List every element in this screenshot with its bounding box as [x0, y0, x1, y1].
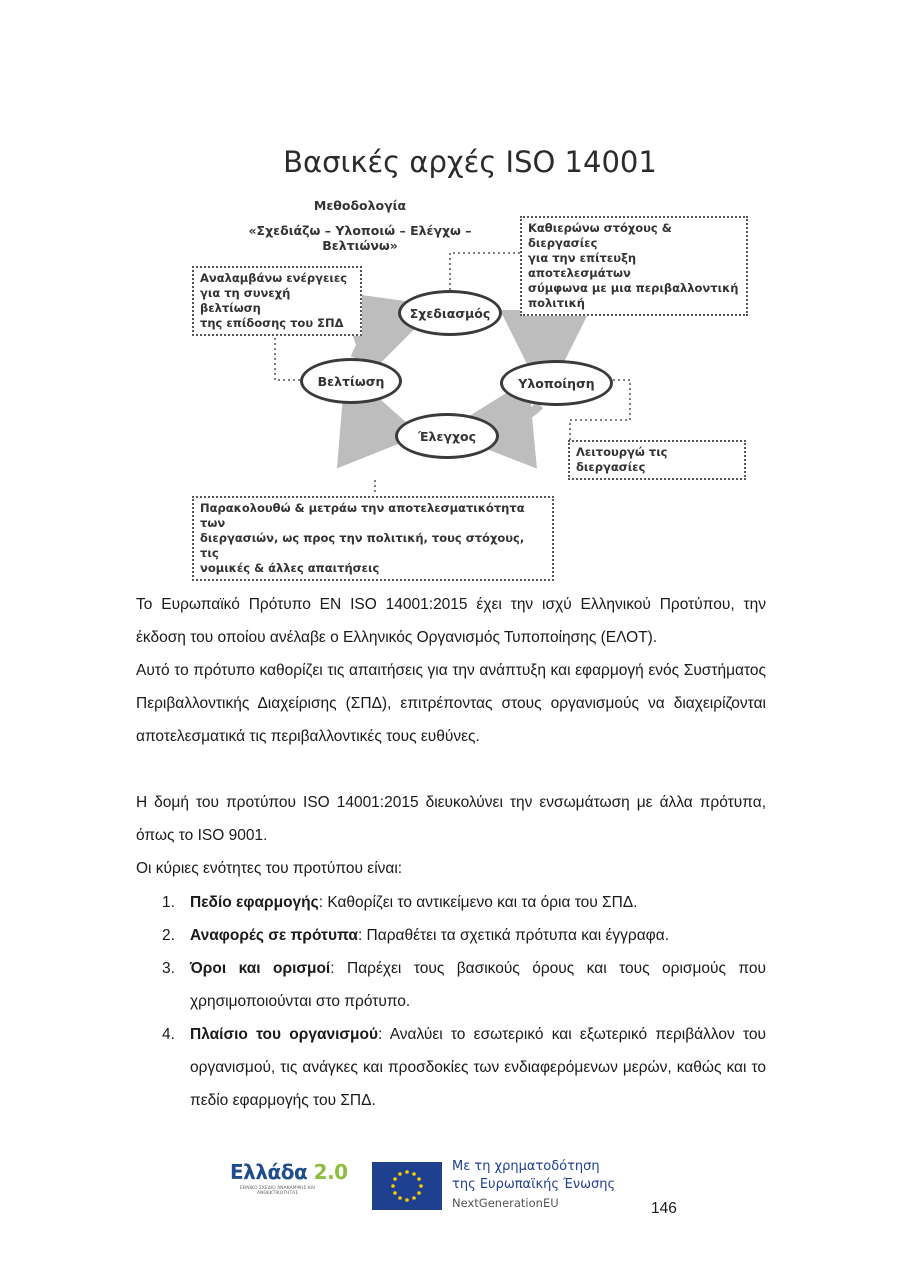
iso-14001-diagram [170, 140, 770, 575]
node-check: Έλεγχος [395, 413, 499, 459]
plan-description-box: Καθιερώνω στόχους & διεργασίες για την επίτευξη αποτελεσμάτων σύμφωνα με μια περιβαλλοντική πολιτική [520, 216, 748, 316]
methodology-label: Μεθοδολογία [313, 198, 407, 213]
list-item-term: Όροι και ορισμοί [190, 960, 331, 977]
paragraph-standard-requirements: Αυτό το πρότυπο καθορίζει τις απαιτήσεις για την ανάπτυξη και εφαρμογή ενός Συστήματος Περιβαλλοντικής Διαχείρισης (ΣΠΔ), επιτρέποντας στους οργανισμούς να διαχειρίζονται αποτελεσματικά τις περιβαλλοντικές τους ευθύνες. [136, 662, 766, 745]
list-item: 3. Όροι και ορισμοί: Παρέχει τους βασικούς όρους και τους ορισμούς που χρησιμοποιούνται στο πρότυπο. [162, 960, 766, 1010]
page-number: 146 [651, 1200, 677, 1217]
list-item: 2. Αναφορές σε πρότυπα: Παραθέτει τα σχετικά πρότυπα και έγγραφα. [162, 927, 670, 944]
paragraph-main-sections-intro: Οι κύριες ενότητες του προτύπου είναι: [136, 860, 403, 877]
node-plan: Σχεδιασμός [398, 290, 502, 336]
main-sections-list [136, 886, 766, 1117]
paragraph-structure: Η δομή του προτύπου ISO 14001:2015 διευκολύνει την ενσωμάτωση με άλλα πρότυπα, όπως το ISO 9001. [136, 794, 766, 844]
arrow-check-to-act [362, 410, 400, 432]
eu-funding-label: Με τη χρηματοδότηση της Ευρωπαϊκής Ένωσης NextGenerationEU [452, 1159, 616, 1210]
monitor-measure-box: Παρακολουθώ & μετράω την αποτελεσματικότητα των διεργασιών, ως προς την πολιτική, τους στόχους, τις νομικές & άλλες απαιτήσεις [192, 496, 554, 581]
greece-2-0-logo: Ελλάδα 2.0 ΕΘΝΙΚΟ ΣΧΕΔΙΟ ΑΝΑΚΑΜΨΗΣ ΚΑΙ ΑΝΘΕΚΤΙΚΟΤΗΤΑΣ [230, 1160, 348, 1196]
node-act: Βελτίωση [300, 358, 402, 404]
list-item-term: Αναφορές σε πρότυπα [190, 927, 358, 944]
operate-processes-box: Λειτουργώ τις διεργασίες [568, 440, 746, 480]
arrow-do-to-check [488, 405, 540, 428]
improve-action-box: Αναλαμβάνω ενέργειες για τη συνεχή βελτίωση της επίδοσης του ΣΠΔ [192, 266, 362, 336]
list-item: 4. Πλαίσιο του οργανισμού: Αναλύει το εσωτερικό και εξωτερικό περιβάλλον του οργανισμού, τις ανάγκες και προσδοκίες των ενδιαφερόμενων μερών, καθώς και το πεδίο εφαρμογής του ΣΠΔ. [162, 1026, 766, 1109]
list-item-term: Πεδίο εφαρμογής [190, 894, 319, 911]
node-do: Υλοποίηση [500, 360, 613, 406]
list-item-term: Πλαίσιο του οργανισμού [190, 1026, 378, 1043]
arrow-plan-to-do [510, 320, 545, 355]
paragraph-en-iso-standard: Το Ευρωπαϊκό Πρότυπο EN ISO 14001:2015 έχει την ισχύ Ελληνικού Προτύπου, την έκδοση του οποίου ανέλαβε ο Ελληνικός Οργανισμός Τυποποίησης (ΕΛΟΤ). [136, 596, 766, 646]
eu-flag-icon [372, 1162, 442, 1210]
diagram-title: Βασικές αρχές ISO 14001 [283, 145, 657, 179]
methodology-cycle-label: «Σχεδιάζω – Υλοποιώ – Ελέγχω – Βελτιώνω» [248, 223, 472, 253]
list-item: 1. Πεδίο εφαρμογής: Καθορίζει το αντικείμενο και τα όρια του ΣΠΔ. [162, 894, 638, 911]
